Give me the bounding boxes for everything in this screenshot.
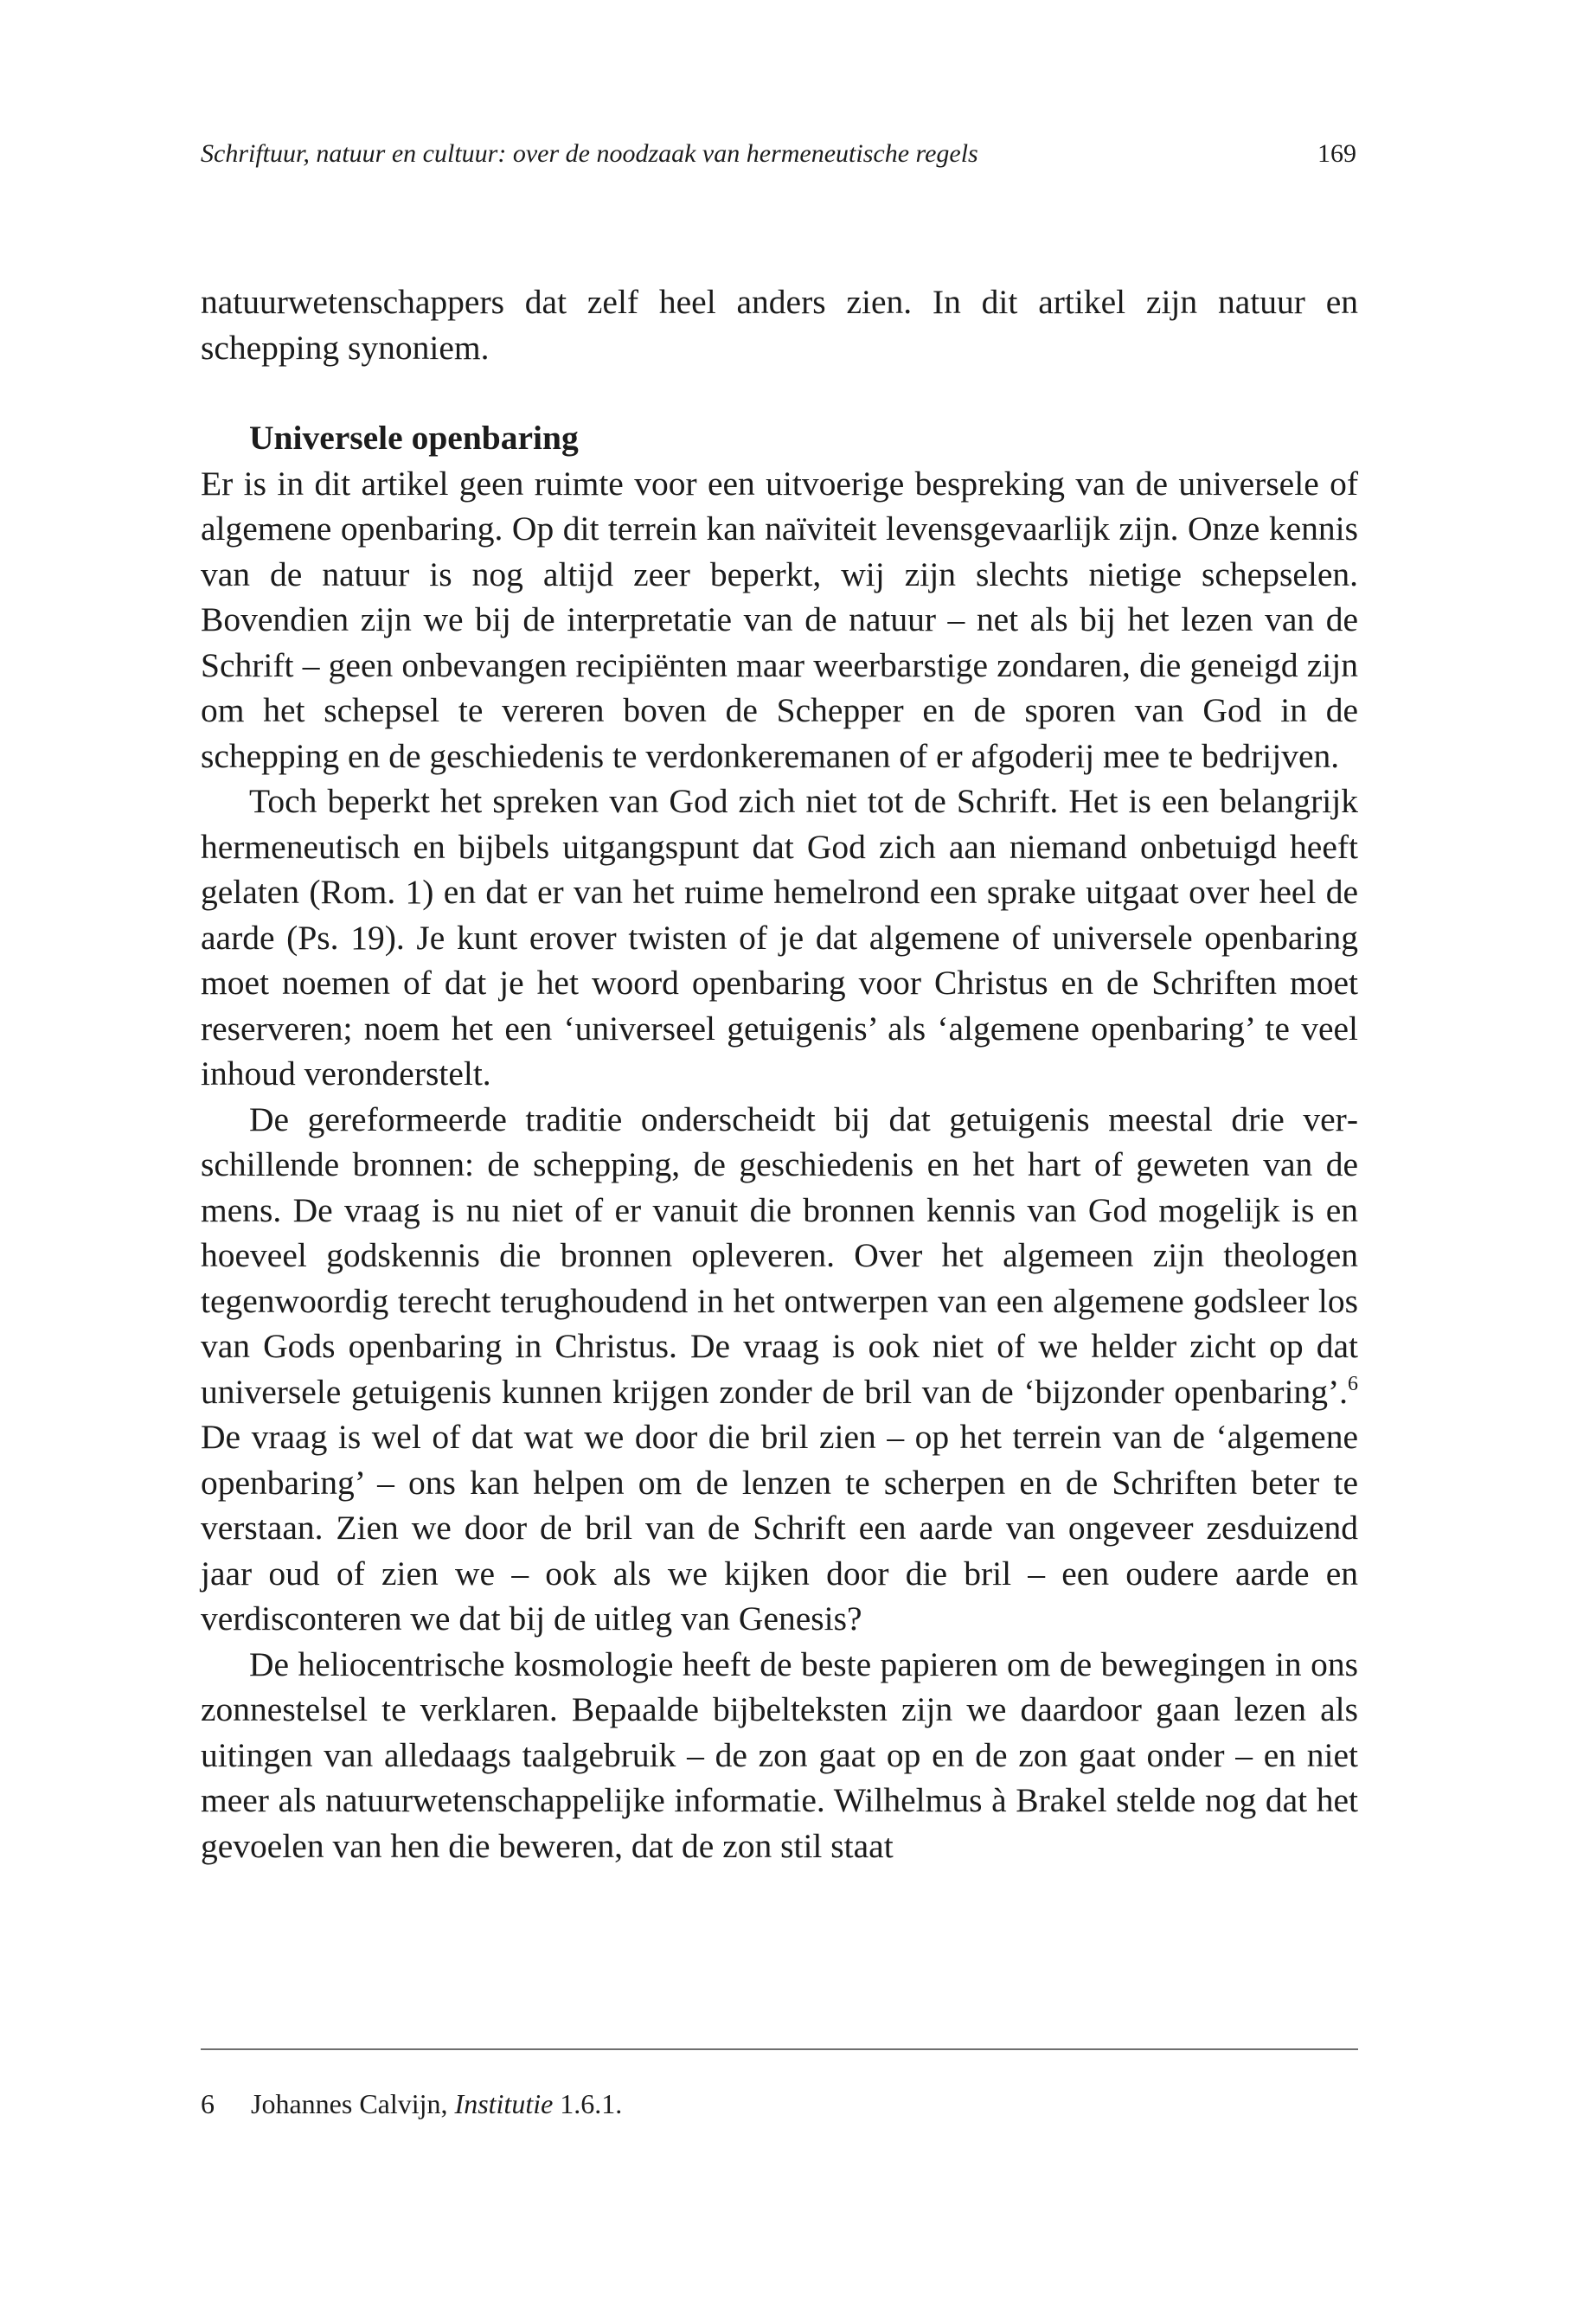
footnote-number: 6 — [201, 2088, 215, 2119]
book-page — [201, 0, 1358, 2301]
paragraph-universal-revelation: Er is in dit artikel geen ruimte voor een uitvoerige bespreking van de universele of algemene openbaring. Op dit terrein kan naïviteit levensgevaarlijk zijn. Onze kennis van de natuur is nog altijd zeer beperkt, wij zijn slechts nietige schepselen. Bovendien zijn we bij de interpretatie van de natuur – net als bij het lezen van de Schrift – geen onbevangen recipiënten maar weerbarstige zondaren, die geneigd zijn om het schepsel te vereren boven de Schepper en de sporen van God in de schepping en de geschiedenis te verdonkeremanen of er afgoderij mee te bedrijven. — [201, 464, 1358, 775]
intro-paragraph: natuurwetenschappers dat zelf heel anders zien. In dit artikel zijn natuur en schepping synoniem. — [201, 283, 1358, 367]
running-title: Schriftuur, natuur en cultuur: over de noodzaak van hermeneutische regels — [201, 139, 978, 168]
paragraph-reformed-tradition — [201, 1097, 1358, 1642]
footnote-title: Institutie — [454, 2088, 554, 2119]
body-text — [201, 279, 1358, 1868]
page-number: 169 — [1317, 139, 1356, 168]
paragraph-text-before-note: De gereformeerde traditie onderscheidt bij dat getuigenis meestal drie verschillende bronnen: de schepping, de geschiedenis en het hart of geweten van de mens. De vraag is nu niet of er vanuit die bronnen kennis van God mogelijk is en hoeveel godskennis die bronnen opleveren. Over het algemeen zijn theologen tegenwoordig terecht terughoudend in het ontwerpen van een algemene godsleer los van Gods openbaring in Christus. De vraag is ook niet of we helder zicht op dat universele getuigenis kunnen krijgen zonder de bril van de ‘bijzonder openbaring’. — [201, 1099, 1358, 1411]
section-heading: Universele openbaring — [249, 419, 579, 457]
paragraph-speaking-of-god: Toch beperkt het spreken van God zich niet tot de Schrift. Het is een belangrijk hermeneutisch en bijbels uitgangspunt dat God zich aan niemand onbetuigd heeft gelaten (Rom. 1) en dat er van het ruime hemelrond een sprake uitgaat over heel de aarde (Ps. 19). Je kunt erover twisten of je dat algemene of universele openbaring moet noemen of dat je het woord openbaring voor Christus en de Schriften moet reserveren; noem het een ‘universeel getuigenis’ als ‘algemene openbaring’ te veel inhoud veronderstelt. — [201, 782, 1358, 1093]
paragraph-heliocentric: De heliocentrische kosmologie heeft de beste papieren om de bewegingen in ons zonnestelsel te verklaren. Bepaalde bijbelteksten zijn we daardoor gaan lezen als uitingen van alledaags taalgebruik – de zon gaat op en de zon gaat onder – en niet meer als natuurwetenschappelijke informatie. Wilhelmus à Brakel stelde nog dat het gevoelen van hen die beweren, dat de zon stil staat — [201, 1644, 1358, 1865]
footnote-author: Johannes Calvijn, — [251, 2088, 455, 2119]
running-head — [201, 137, 1358, 171]
paragraph-text-after-note: De vraag is wel of dat wat we door die bril zien – op het terrein van de ‘algemene openbaring’ – ons kan helpen om de lenzen te scherpen en de Schriften beter te verstaan. Zien we door de bril van de Schrift een aarde van ongeveer zesduizend jaar oud of zien we – ook als we kijken door die bril – een oudere aarde en verdisconteren we dat bij de uitleg van Genesis? — [201, 1418, 1358, 1638]
footnote — [201, 2085, 1358, 2123]
footnote-divider — [201, 2048, 1358, 2050]
footnote-reference[interactable]: 6 — [1348, 1372, 1358, 1395]
footnote-reference-text: 1.6.1. — [553, 2088, 623, 2119]
